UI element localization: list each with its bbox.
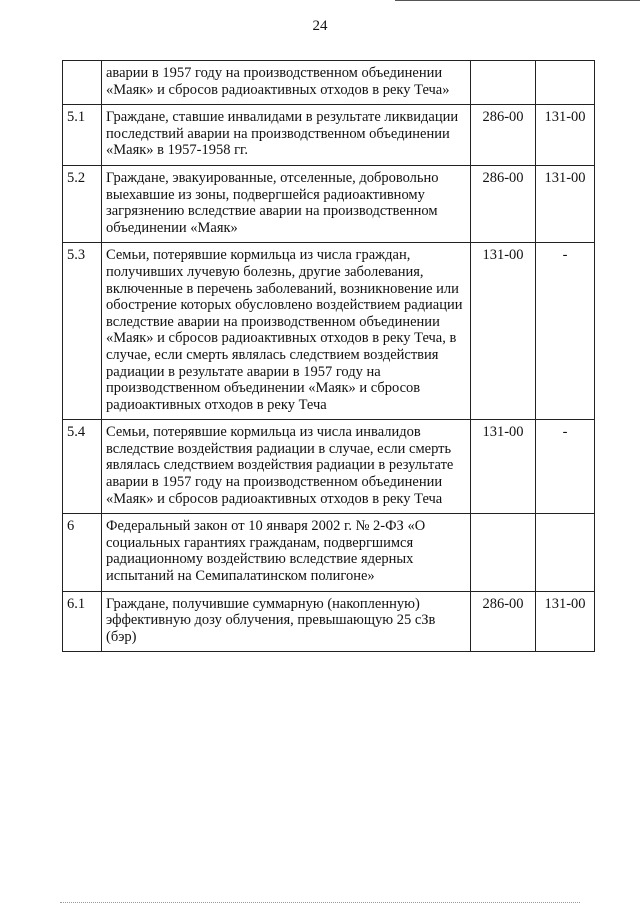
row-description: Граждане, эвакуированные, отселенные, добровольно выехавшие из зоны, подвергшейся радиоактивному загрязнению вследствие аварии на производственном объединении «Маяк» — [102, 165, 471, 242]
row-description: Семьи, потерявшие кормильца из числа инвалидов вследствие воздействия радиации в случае, если смерть являлась следствием воздействия радиации в результате аварии в 1957 году на производственном объединении «Маяк» и сбросов радиоактивных отходов в реку Теча — [102, 420, 471, 514]
row-amount-2: 131-00 — [536, 591, 595, 652]
row-number: 5.4 — [63, 420, 102, 514]
row-amount-2 — [536, 514, 595, 591]
table-row — [63, 105, 595, 166]
row-number: 6.1 — [63, 591, 102, 652]
row-amount-2: 131-00 — [536, 105, 595, 166]
row-number — [63, 61, 102, 105]
table-row — [63, 165, 595, 242]
table-row — [63, 61, 595, 105]
row-amount-1: 286-00 — [471, 591, 536, 652]
row-amount-2: - — [536, 420, 595, 514]
row-number: 5.1 — [63, 105, 102, 166]
row-amount-1: 286-00 — [471, 165, 536, 242]
page-number: 24 — [312, 18, 328, 34]
row-amount-2: 131-00 — [536, 165, 595, 242]
row-description: Граждане, ставшие инвалидами в результате ликвидации последствий аварии на производственном объединении «Маяк» в 1957-1958 гг. — [102, 105, 471, 166]
page-top-edge-line — [395, 0, 640, 1]
row-amount-1 — [471, 61, 536, 105]
row-amount-2 — [536, 61, 595, 105]
row-number: 6 — [63, 514, 102, 591]
payments-table — [62, 60, 595, 652]
table-row — [63, 591, 595, 652]
table-row — [63, 243, 595, 420]
row-number: 5.2 — [63, 165, 102, 242]
table-row — [63, 514, 595, 591]
scan-bottom-edge — [60, 902, 580, 903]
row-description: аварии в 1957 году на производственном объединении «Маяк» и сбросов радиоактивных отходов в реку Теча» — [102, 61, 471, 105]
row-amount-1: 131-00 — [471, 420, 536, 514]
row-amount-1: 286-00 — [471, 105, 536, 166]
table-row — [63, 420, 595, 514]
row-number: 5.3 — [63, 243, 102, 420]
row-amount-1 — [471, 514, 536, 591]
row-amount-2: - — [536, 243, 595, 420]
row-description: Семьи, потерявшие кормильца из числа граждан, получивших лучевую болезнь, другие заболевания, включенные в перечень заболеваний, возникновение или обострение которых обусловлено воздействием радиации вследствие аварии на производственном объединении «Маяк» и сбросов радиоактивных отходов в реку Теча, в случае, если смерть являлась следствием воздействия радиации в результате аварии в 1957 году на производственном объединении «Маяк» и сбросов радиоактивных отходов в реку Теча — [102, 243, 471, 420]
row-description: Граждане, получившие суммарную (накопленную) эффективную дозу облучения, превышающую 25 сЗв (бэр) — [102, 591, 471, 652]
row-description: Федеральный закон от 10 января 2002 г. № 2-ФЗ «О социальных гарантиях гражданам, подвергшимся радиационному воздействию вследствие ядерных испытаний на Семипалатинском полигоне» — [102, 514, 471, 591]
row-amount-1: 131-00 — [471, 243, 536, 420]
